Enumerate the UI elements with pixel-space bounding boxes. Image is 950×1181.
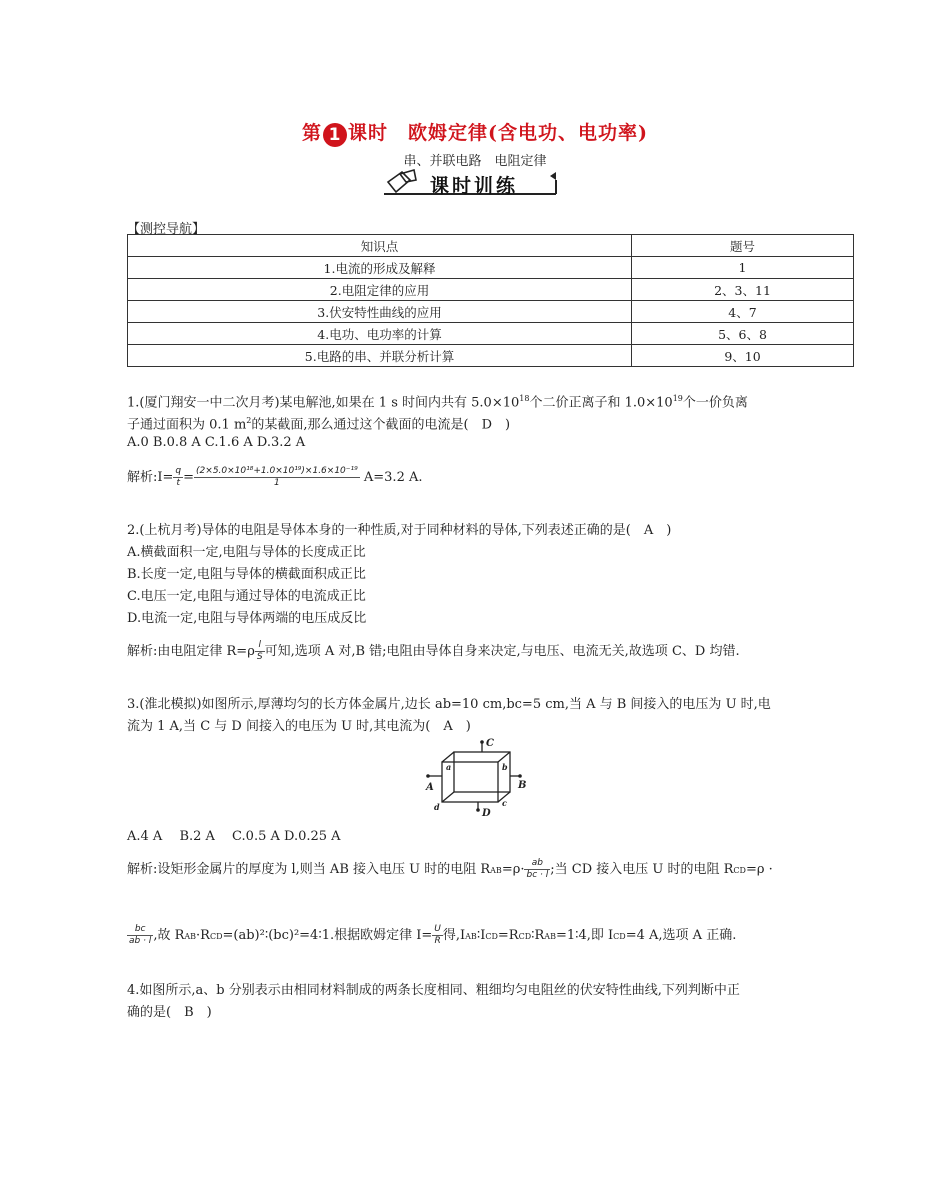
table-cell: 2.电阻定律的应用 — [128, 279, 632, 301]
fraction: $\frac{U}{R}$ — [434, 924, 441, 946]
q3-options: A.4 A B.2 A C.0.5 A D.0.25 A — [127, 829, 341, 844]
table-cell: 4、7 — [632, 301, 854, 323]
q4-stem-line1: 4.如图所示,a、b 分别表示由相同材料制成的两条长度相同、粗细均匀电阻丝的伏安特性曲线,下列判断中正 — [127, 983, 740, 998]
banner-label: 课时训练 — [430, 175, 519, 197]
table-row — [128, 345, 854, 367]
table-cell: 2、3、11 — [632, 279, 854, 301]
table-cell: 5、6、8 — [632, 323, 854, 345]
table-row — [128, 301, 854, 323]
q3-stem-line2: 流为 1 A,当 C 与 D 间接入的电压为 U 时,其电流为( A ) — [127, 719, 471, 734]
fraction: $\frac{bc}{ab \cdot l}$ — [129, 924, 152, 946]
fraction: $\frac{\text{(2×5.0×10¹⁸+1.0×10¹⁹)×1.6×10⁻¹⁹}}{1}$ — [196, 466, 358, 488]
table-cell: 5.电路的串、并联分析计算 — [128, 345, 632, 367]
q2-option-d: D.电流一定,电阻与导体两端的电压成反比 — [127, 611, 367, 626]
title-prefix: 第 — [302, 122, 323, 144]
q2-option-b: B.长度一定,电阻与导体的横截面积成正比 — [127, 567, 366, 582]
lesson-number-badge: 1 — [323, 123, 347, 147]
table-cell: 9、10 — [632, 345, 854, 367]
q2-option-a: A.横截面积一定,电阻与导体的长度成正比 — [127, 545, 366, 560]
table-header-row — [128, 235, 854, 257]
title-text: 课时 欧姆定律(含电功、电功率) — [348, 122, 648, 144]
q2-solution: 解析:由电阻定律 R=ρ $\frac{l}{S}$ 可知,选项 A 对,B 错;电阻由导体自身来决定,与电压、电流无关,故选项 C、D 均错. — [127, 640, 740, 662]
table-row — [128, 323, 854, 345]
figure-label: c — [502, 798, 507, 808]
table-cell: 1.电流的形成及解释 — [128, 257, 632, 279]
table-row — [128, 257, 854, 279]
table-cell: 3.伏安特性曲线的应用 — [128, 301, 632, 323]
figure-label: A — [426, 782, 434, 793]
q3-stem-line1: 3.(淮北模拟)如图所示,厚薄均匀的长方体金属片,边长 ab=10 cm,bc=5 cm,当 A 与 B 间接入的电压为 U 时,电 — [127, 697, 771, 712]
page-title — [0, 118, 950, 147]
figure-label: D — [482, 808, 491, 818]
table-cell: 4.电功、电功率的计算 — [128, 323, 632, 345]
q3-solution-line2: $\frac{bc}{ab \cdot l}$ ,故 RAB·RCD=(ab)²∶(bc)²=4∶1.根据欧姆定律 I= $\frac{U}{R}$ 得,IAB∶ICD=RCD∶RAB=1∶4,即 ICD=4 A,选项 A 正确. — [129, 924, 737, 946]
figure-label: B — [518, 780, 527, 791]
figure-label: b — [502, 762, 508, 772]
q4-stem-line2: 确的是( B ) — [127, 1005, 212, 1020]
figure-label: d — [434, 802, 440, 812]
page-subtitle: 串、并联电路 电阻定律 — [403, 154, 547, 169]
figure-label: a — [446, 762, 452, 772]
table-header: 知识点 — [128, 235, 632, 257]
q2-option-c: C.电压一定,电阻与通过导体的电流成正比 — [127, 589, 366, 604]
nav-label: 【测控导航】 — [127, 222, 206, 237]
q1-options: A.0 B.0.8 A C.1.6 A D.3.2 A — [127, 435, 306, 450]
figure-label: C — [486, 738, 494, 749]
fraction: $\frac{ab}{bc \cdot l}$ — [526, 858, 549, 880]
metal-plate-figure — [420, 736, 530, 818]
table-row — [128, 279, 854, 301]
q1-stem-line2: 子通过面积为 0.1 $m^2$的某截面,那么通过这个截面的电流是( D ) — [127, 416, 511, 433]
section-banner — [380, 168, 560, 198]
q3-solution-line1: 解析:设矩形金属片的厚度为 l,则当 AB 接入电压 U 时的电阻 RAB=ρ· $\frac{ab}{bc \cdot l}$ ;当 CD 接入电压 U 时的电阻 RCD=ρ · — [127, 858, 773, 880]
knowledge-table — [127, 234, 854, 367]
q1-solution: 解析:I= $\frac{q}{t}$ = $\frac{\text{(2×5.0×10¹⁸+1.0×10¹⁹)×1.6×10⁻¹⁹}}{1}$ A=3.2 A. — [127, 466, 423, 488]
table-header: 题号 — [632, 235, 854, 257]
fraction: $\frac{l}{S}$ — [256, 640, 263, 662]
q2-stem: 2.(上杭月考)导体的电阻是导体本身的一种性质,对于同种材料的导体,下列表述正确的是( A ) — [127, 523, 672, 538]
q1-stem-line1: 1.(厦门翔安一中二次月考)某电解池,如果在 1 s 时间内共有 $5.0\times 10^{18}$个二价正离子和 $1.0\times 10^{19}$个一价负离 — [127, 394, 748, 411]
fraction: $\frac{q}{t}$ — [175, 466, 182, 488]
table-cell: 1 — [632, 257, 854, 279]
